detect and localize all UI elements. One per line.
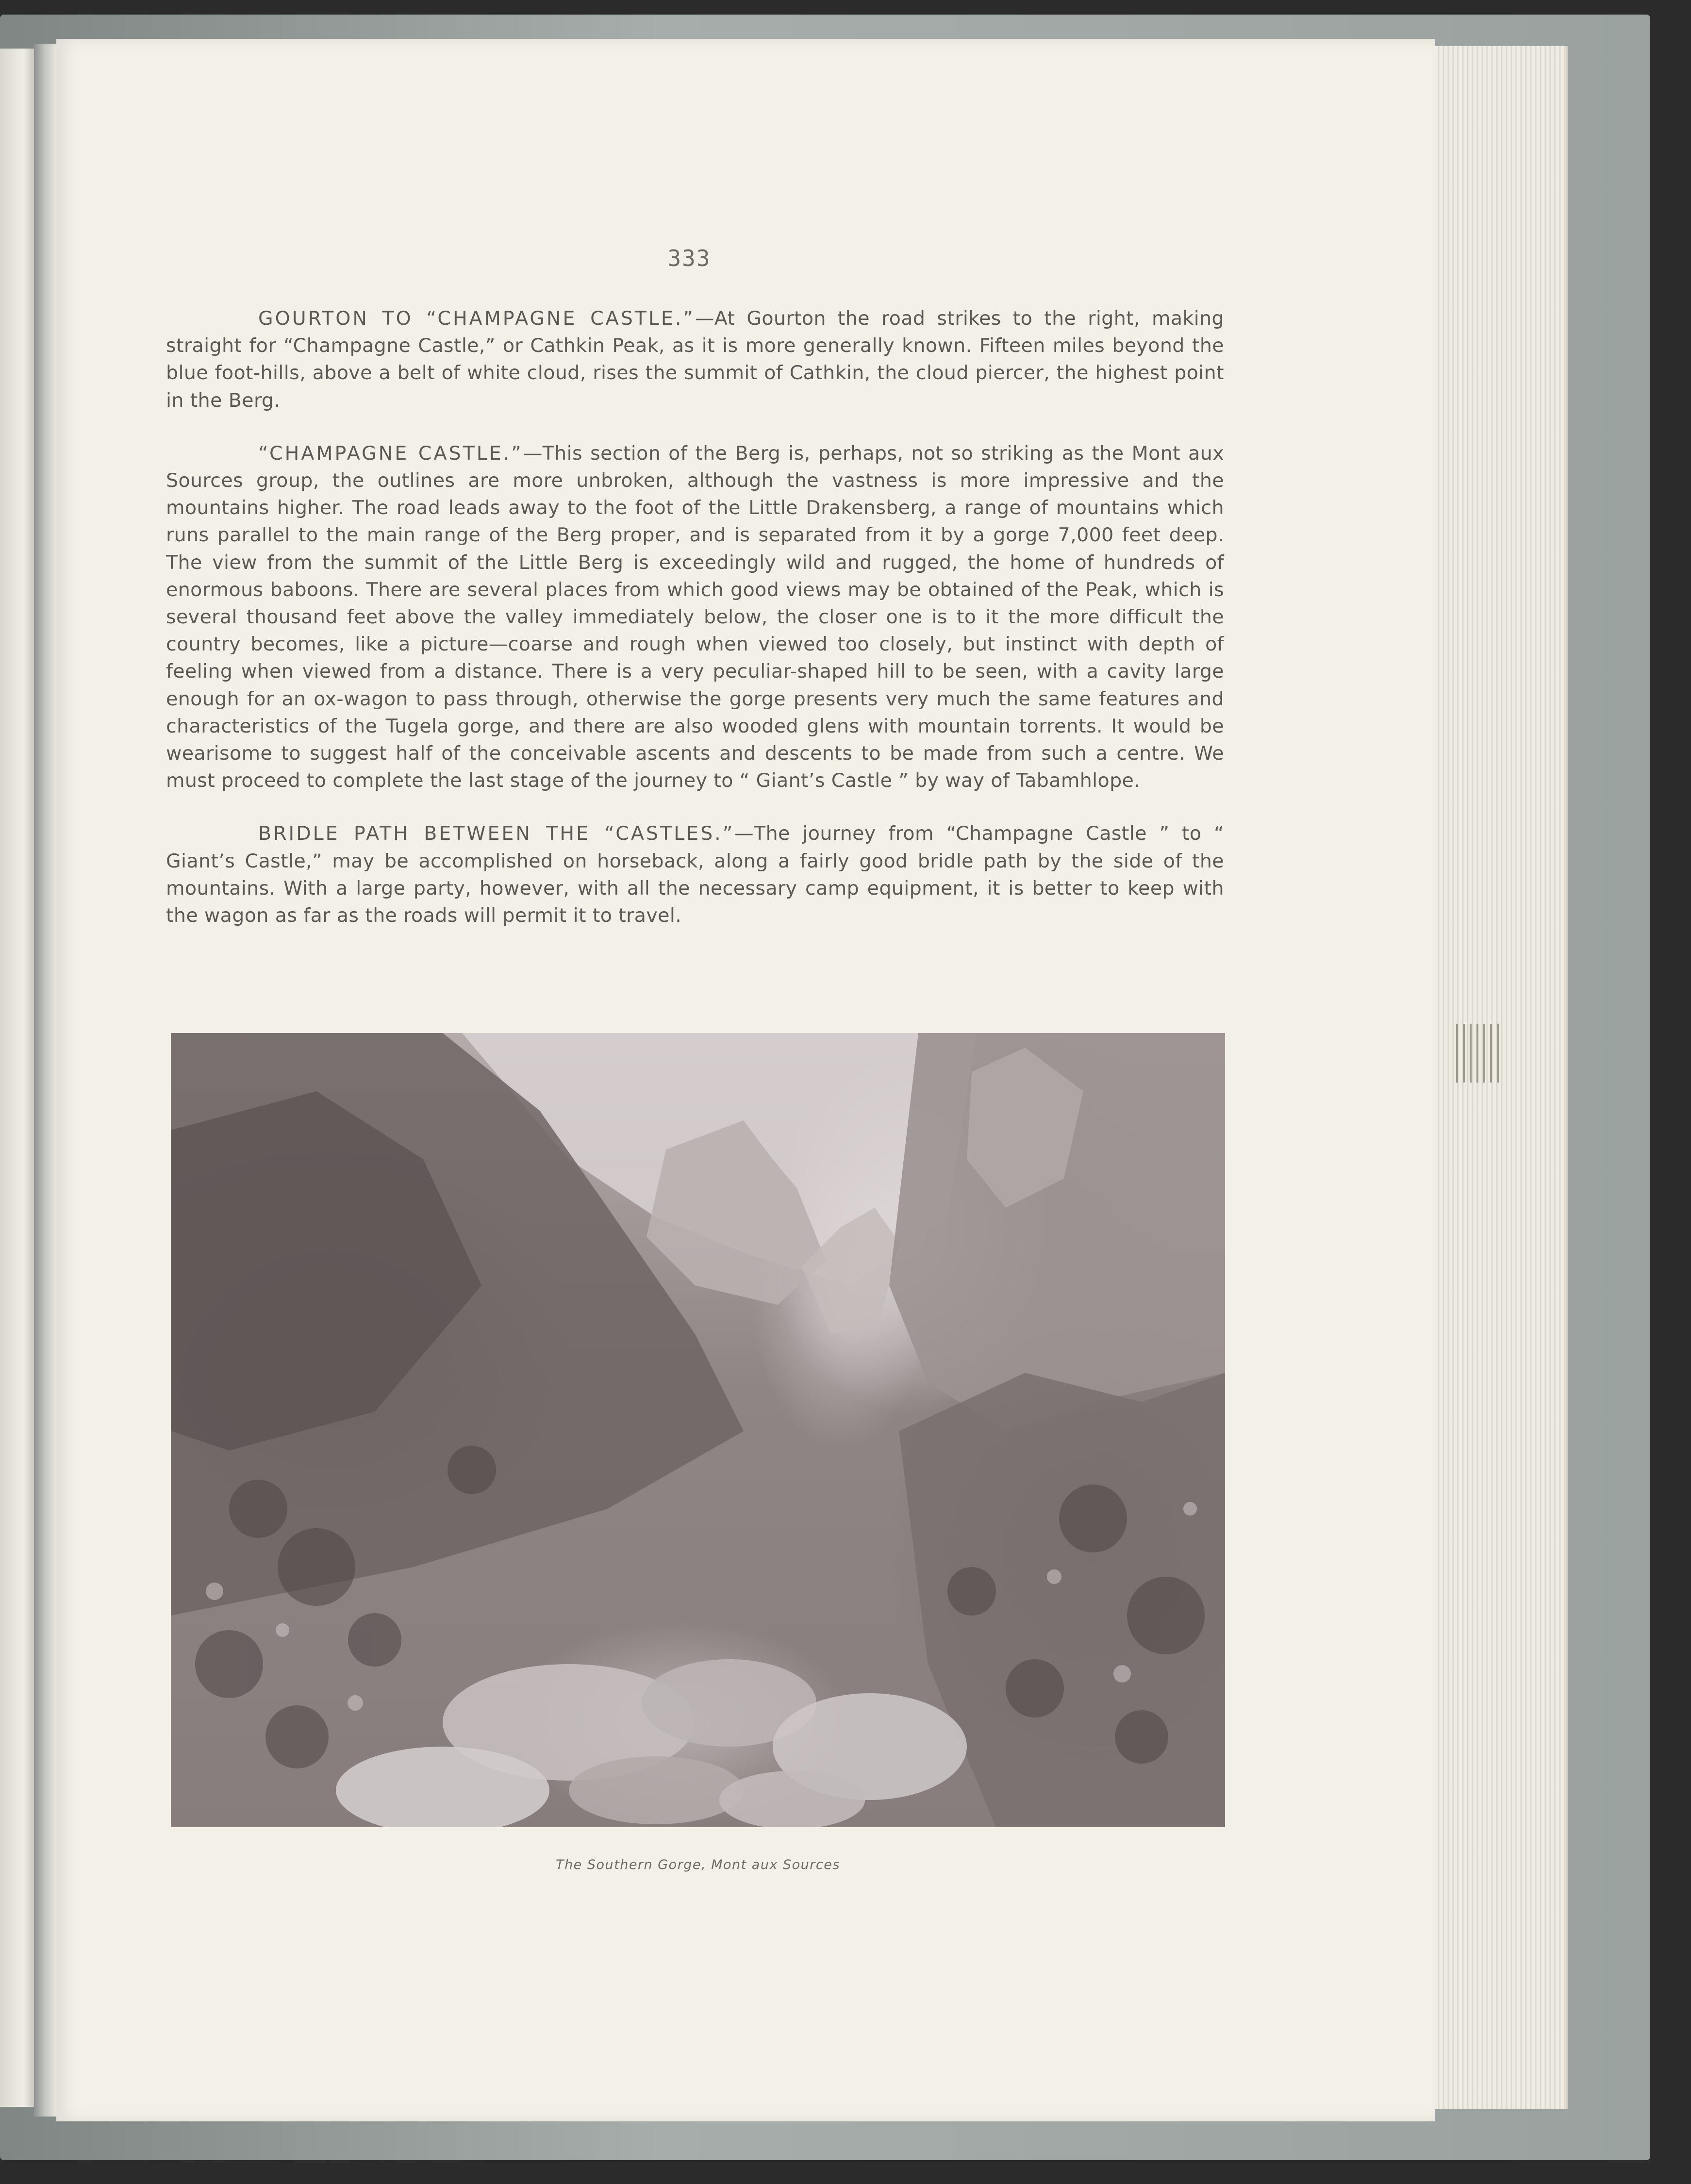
book-gutter xyxy=(34,44,56,2117)
paragraph-body: —This section of the Berg is, perhaps, not so striking as the Mont aux Sources group, the outlines are more unbroken, although the vastness is more impressive and the mountains higher. The road leads away to the foot of the Little Drakensberg, a range of mountains which runs parallel to the main range of the Berg proper, and is separated from it by a gorge 7,000 feet deep. The view from the summit of the Little Berg is exceedingly wild and rugged, the home of hundreds of enormous baboons. There are several places from which good views may be obtained of the Peak, which is several thousand feet above the valley immediately below, the closer one is to it the more difficult the country becomes, like a picture—coarse and rough when viewed too closely, but instinct with depth of feeling when viewed from a distance. There is a very peculiar-shaped hill to be seen, with a cavity large enough for an ox-wagon to pass through, otherwise the gorge presents very much the same features and characteristics of the Tugela gorge, and there are also wooded glens with mountain torrents. It would be wearisome to suggest half of the conceivable ascents and descents to be made from such a centre. We must proceed to complete the last stage of the journey to “ Giant’s Castle ” by way of Tabamhlope. xyxy=(166,442,1224,792)
paragraph-body: —The journey from “Champagne Castle ” to “ Giant’s Castle,” may be accomplished on horseback, along a fairly good bridle path by the side of the mountains. With a large party, however, with all the necessary camp equipment, it is better to keep with the wagon as far as the roads will permit it to travel. xyxy=(166,822,1224,927)
photo-illustration xyxy=(171,1033,1225,1827)
paragraph-body: —At Gourton the road strikes to the right, making straight for “Champagne Castle,” or Cathkin Peak, as it is more generally known. Fifteen miles beyond the blue foot-hills, above a belt of white cloud, rises the summit of Cathkin, the cloud piercer, the highest point in the Berg. xyxy=(166,307,1224,412)
paragraph-champagne-castle xyxy=(166,440,1224,795)
photo-caption: The Southern Gorge, Mont aux Sources xyxy=(556,1857,840,1872)
page-stack-edges xyxy=(1435,46,1568,2109)
previous-page-edge xyxy=(0,49,34,2107)
page-text xyxy=(166,305,1224,955)
paragraph-gourton xyxy=(166,305,1224,414)
gorge-photograph xyxy=(171,1033,1225,1827)
paragraph-heading: “CHAMPAGNE CASTLE.” xyxy=(258,442,523,465)
paragraph-bridle-path xyxy=(166,820,1224,929)
paragraph-heading: BRIDLE PATH BETWEEN THE “CASTLES.” xyxy=(258,822,735,845)
page-edge-mark xyxy=(1456,1024,1500,1083)
paragraph-heading: GOURTON TO “CHAMPAGNE CASTLE.” xyxy=(258,307,695,330)
page-number: 333 xyxy=(667,245,711,271)
